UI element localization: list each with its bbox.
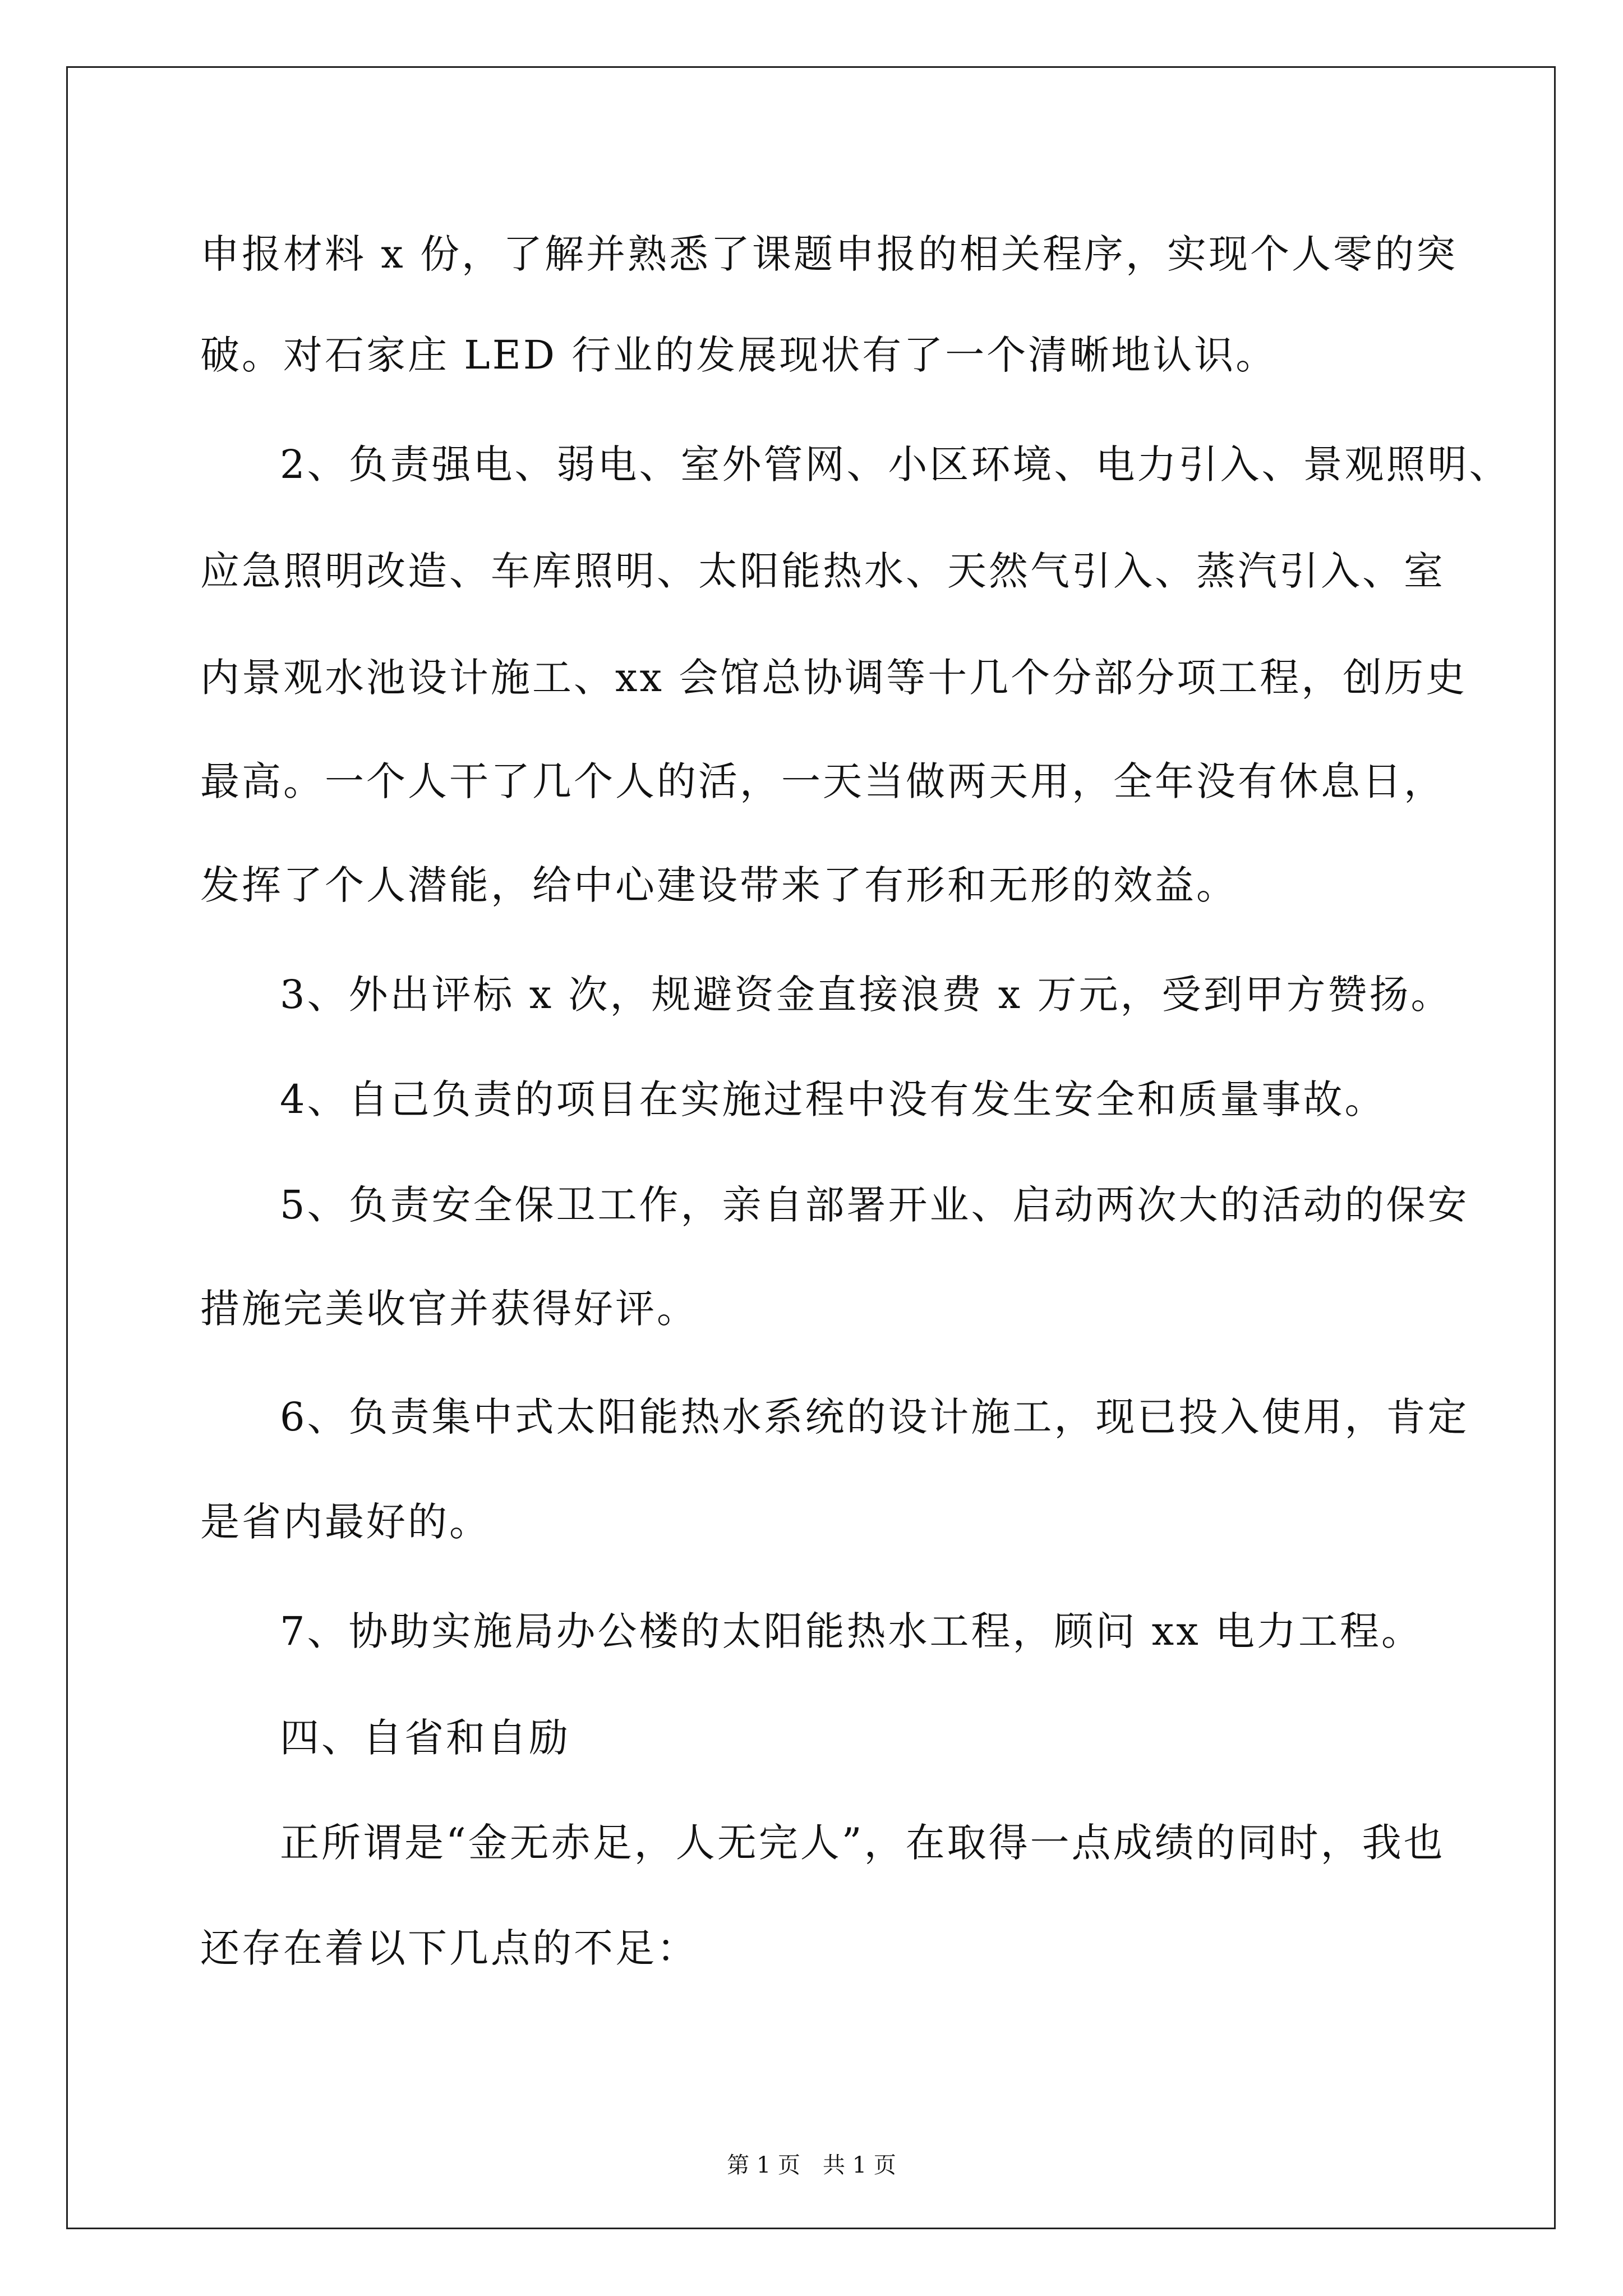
text-line-2: 破。对石家庄 LED 行业的发展现状有了一个清晰地认识。: [200, 332, 1278, 378]
page-number-footer: 第 1 页 共 1 页: [727, 2152, 896, 2178]
paragraph-item-7: 7、协助实施局办公楼的太阳能热水工程，顾问 xx 电力工程。: [280, 1608, 1423, 1654]
page-border: [66, 66, 1556, 2229]
paragraph-item-4: 4、自己负责的项目在实施过程中没有发生安全和质量事故。: [280, 1076, 1386, 1122]
text-line-5: 内景观水池设计施工、xx 会馆总协调等十几个分部分项工程，创历史: [200, 655, 1468, 701]
paragraph-item-5: 5、负责安全保卫工作，亲自部署开业、启动两次大的活动的保安: [280, 1182, 1469, 1228]
paragraph-intro: 正所谓是“金无赤足，人无完人”，在取得一点成绩的同时，我也: [280, 1820, 1445, 1866]
paragraph-item-3: 3、外出评标 x 次，规避资金直接浪费 x 万元，受到甲方赞扬。: [280, 972, 1453, 1018]
text-line-4: 应急照明改造、车库照明、太阳能热水、天然气引入、蒸汽引入、室: [200, 548, 1445, 594]
text-line-11: 措施完美收官并获得好评。: [200, 1286, 698, 1332]
section-heading: 四、自省和自励: [280, 1715, 570, 1761]
text-line-13: 是省内最好的。: [200, 1499, 491, 1545]
paragraph-item-2: 2、负责强电、弱电、室外管网、小区环境、电力引入、景观照明、: [280, 441, 1511, 487]
paragraph-item-6: 6、负责集中式太阳能热水系统的设计施工，现已投入使用，肯定: [280, 1394, 1469, 1440]
text-line-7: 发挥了个人潜能，给中心建设带来了有形和无形的效益。: [200, 862, 1238, 908]
text-line-1: 申报材料 x 份，了解并熟悉了课题申报的相关程序，实现个人零的突: [200, 231, 1458, 277]
text-line-6: 最高。一个人干了几个人的活，一天当做两天用，全年没有休息日，: [200, 758, 1445, 804]
text-line-17: 还存在着以下几点的不足：: [200, 1925, 698, 1971]
